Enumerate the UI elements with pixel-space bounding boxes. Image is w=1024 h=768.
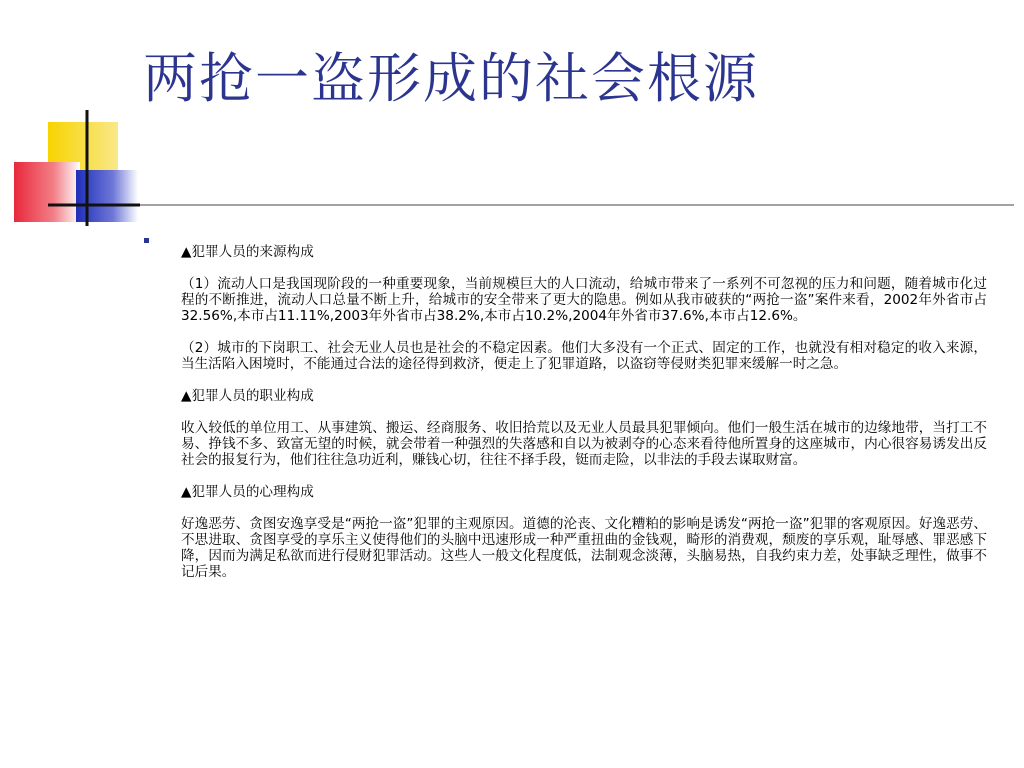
section-heading: ▲犯罪人员的来源构成 xyxy=(181,244,314,260)
red-square xyxy=(14,162,80,222)
paragraph: （1）流动人口是我国现阶段的一种重要现象，当前规模巨大的人口流动，给城市带来了一系列不可忽视的压力和问题，随着城市化过程的不断推进，流动人口总量不断上升，给城市的安全带来了更大的隐患。例如从我市破获的“两抢一盗”案件来看，2002年外省市占32.56%,本市占11.11%,2003年外省市占38.2%,本市占10.2%,2004年外省市37.6%,本市占12.6%。 xyxy=(181,276,987,324)
blue-square xyxy=(76,170,138,222)
paragraph: 收入较低的单位用工、从事建筑、搬运、经商服务、收旧拾荒以及无业人员最具犯罪倾向。他们一般生活在城市的边缘地带，当打工不易、挣钱不多、致富无望的时候，就会带着一种强烈的失落感和自以为被剥夺的心态来看待他所置身的这座城市，内心很容易诱发出反社会的报复行为，他们往往急功近利，赚钱心切，往往不择手段，铤而走险，以非法的手段去谋取财富。 xyxy=(181,420,987,468)
section-heading: ▲犯罪人员的心理构成 xyxy=(181,484,314,500)
paragraph: （2）城市的下岗职工、社会无业人员也是社会的不稳定因素。他们大多没有一个正式、固定的工作，也就没有相对稳定的收入来源，当生活陷入困境时，不能通过合法的途径得到救济，便走上了犯罪道路，以盗窃等侵财类犯罪来缓解一时之急。 xyxy=(181,340,987,372)
paragraph: 好逸恶劳、贪图安逸享受是“两抢一盗”犯罪的主观原因。道德的沦丧、文化糟粕的影响是诱发“两抢一盗”犯罪的客观原因。好逸恶劳、不思进取、贪图享受的享乐主义使得他们的头脑中迅速形成一种严重扭曲的金钱观，畸形的消费观，颓废的享乐观，耻辱感、罪恶感下降，因而为满足私欲而进行侵财犯罪活动。这些人一般文化程度低，法制观念淡薄，头脑易热，自我约束力差，处事缺乏理性，做事不记后果。 xyxy=(181,516,987,580)
body-text xyxy=(181,244,987,596)
section-heading: ▲犯罪人员的职业构成 xyxy=(181,388,314,404)
bullet-icon xyxy=(144,238,149,243)
page-title: 两抢一盗形成的社会根源 xyxy=(143,47,759,110)
